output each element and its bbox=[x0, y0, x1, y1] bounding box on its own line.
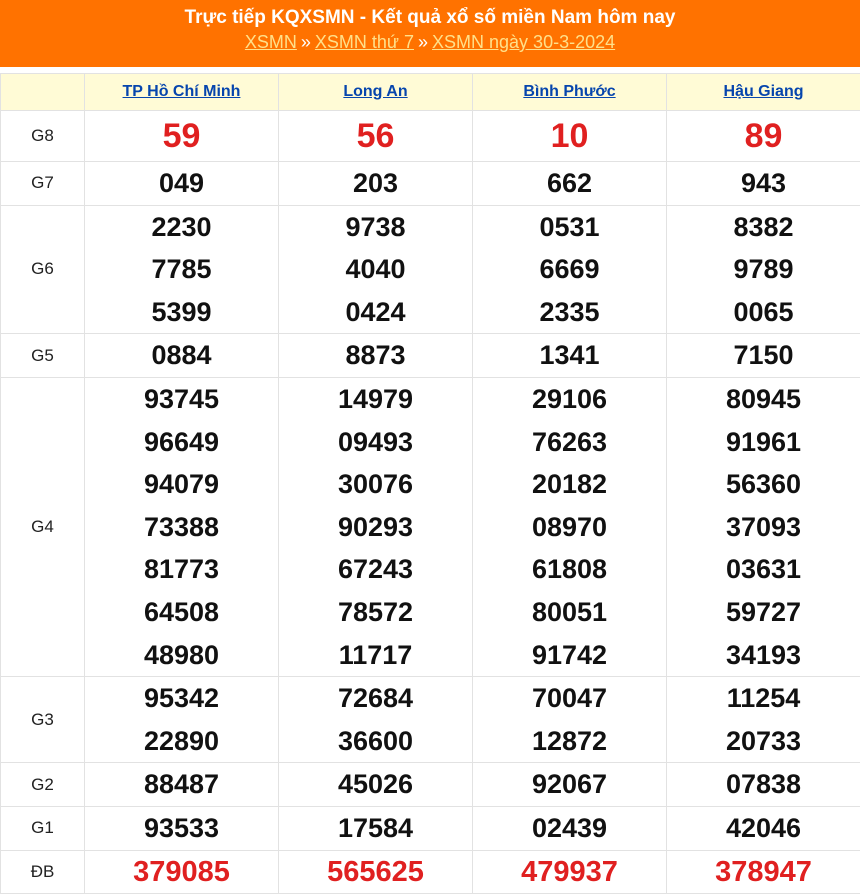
result-number: 95342 bbox=[85, 677, 278, 720]
result-number: 20733 bbox=[667, 720, 860, 763]
result-cell bbox=[667, 162, 860, 206]
result-number: 7785 bbox=[85, 248, 278, 291]
result-cell bbox=[85, 162, 279, 206]
province-link-binh-phuoc[interactable]: Bình Phước bbox=[523, 83, 615, 100]
result-number: 22890 bbox=[85, 720, 278, 763]
result-number: 662 bbox=[473, 162, 666, 205]
result-number: 14979 bbox=[279, 378, 472, 421]
result-number: 378947 bbox=[667, 851, 860, 893]
prize-label: G6 bbox=[1, 205, 85, 334]
province-header bbox=[667, 74, 860, 111]
result-number: 03631 bbox=[667, 548, 860, 591]
result-cell bbox=[279, 334, 473, 378]
result-cell bbox=[85, 377, 279, 676]
result-number: 48980 bbox=[85, 634, 278, 677]
result-number: 8873 bbox=[279, 334, 472, 377]
result-number: 9789 bbox=[667, 248, 860, 291]
result-number: 6669 bbox=[473, 248, 666, 291]
result-number: 2230 bbox=[85, 206, 278, 249]
result-number: 30076 bbox=[279, 463, 472, 506]
result-cell bbox=[473, 677, 667, 763]
result-cell bbox=[279, 806, 473, 850]
result-number: 8382 bbox=[667, 206, 860, 249]
result-cell bbox=[279, 677, 473, 763]
result-cell bbox=[85, 111, 279, 162]
result-number: 12872 bbox=[473, 720, 666, 763]
result-cell bbox=[667, 763, 860, 807]
result-number: 7150 bbox=[667, 334, 860, 377]
result-number: 92067 bbox=[473, 763, 666, 806]
result-number: 08970 bbox=[473, 506, 666, 549]
province-header bbox=[473, 74, 667, 111]
result-number: 80945 bbox=[667, 378, 860, 421]
prize-row bbox=[1, 677, 860, 763]
result-cell bbox=[667, 111, 860, 162]
result-number: 93745 bbox=[85, 378, 278, 421]
result-cell bbox=[279, 850, 473, 893]
prize-row bbox=[1, 377, 860, 676]
result-cell bbox=[279, 205, 473, 334]
prize-row bbox=[1, 162, 860, 206]
result-number: 96649 bbox=[85, 421, 278, 464]
result-cell bbox=[85, 806, 279, 850]
prize-row bbox=[1, 205, 860, 334]
result-cell bbox=[85, 205, 279, 334]
result-number: 73388 bbox=[85, 506, 278, 549]
prize-row bbox=[1, 111, 860, 162]
province-header-row bbox=[1, 74, 860, 111]
result-number: 0531 bbox=[473, 206, 666, 249]
result-number: 4040 bbox=[279, 248, 472, 291]
result-number: 11717 bbox=[279, 634, 472, 677]
result-number: 72684 bbox=[279, 677, 472, 720]
result-cell bbox=[667, 334, 860, 378]
result-cell bbox=[473, 763, 667, 807]
prize-row bbox=[1, 850, 860, 893]
result-number: 049 bbox=[85, 162, 278, 205]
result-number: 67243 bbox=[279, 548, 472, 591]
result-number: 70047 bbox=[473, 677, 666, 720]
result-number: 479937 bbox=[473, 851, 666, 893]
prize-label: G4 bbox=[1, 377, 85, 676]
prize-label: G3 bbox=[1, 677, 85, 763]
result-number: 59 bbox=[85, 111, 278, 161]
result-number: 2335 bbox=[473, 291, 666, 334]
prize-row bbox=[1, 334, 860, 378]
result-cell bbox=[85, 850, 279, 893]
result-number: 203 bbox=[279, 162, 472, 205]
result-number: 91961 bbox=[667, 421, 860, 464]
prize-label: G7 bbox=[1, 162, 85, 206]
result-number: 20182 bbox=[473, 463, 666, 506]
prize-label: G8 bbox=[1, 111, 85, 162]
result-number: 0065 bbox=[667, 291, 860, 334]
result-number: 36600 bbox=[279, 720, 472, 763]
result-number: 37093 bbox=[667, 506, 860, 549]
result-number: 9738 bbox=[279, 206, 472, 249]
breadcrumb-link-xsmn-thu7[interactable]: XSMN thứ 7 bbox=[315, 32, 414, 52]
result-cell bbox=[279, 111, 473, 162]
result-number: 42046 bbox=[667, 807, 860, 850]
result-number: 17584 bbox=[279, 807, 472, 850]
result-number: 02439 bbox=[473, 807, 666, 850]
result-cell bbox=[279, 763, 473, 807]
result-number: 29106 bbox=[473, 378, 666, 421]
province-header bbox=[85, 74, 279, 111]
result-number: 07838 bbox=[667, 763, 860, 806]
breadcrumb-separator: » bbox=[418, 32, 428, 52]
result-cell bbox=[667, 377, 860, 676]
result-number: 5399 bbox=[85, 291, 278, 334]
result-number: 943 bbox=[667, 162, 860, 205]
breadcrumb-link-xsmn-date[interactable]: XSMN ngày 30-3-2024 bbox=[432, 32, 615, 52]
result-number: 59727 bbox=[667, 591, 860, 634]
result-number: 91742 bbox=[473, 634, 666, 677]
result-number: 34193 bbox=[667, 634, 860, 677]
result-cell bbox=[667, 850, 860, 893]
prize-label: G2 bbox=[1, 763, 85, 807]
prize-label: G1 bbox=[1, 806, 85, 850]
result-cell bbox=[473, 162, 667, 206]
breadcrumb-separator: » bbox=[301, 32, 311, 52]
result-number: 10 bbox=[473, 111, 666, 161]
result-number: 11254 bbox=[667, 677, 860, 720]
result-number: 81773 bbox=[85, 548, 278, 591]
result-cell bbox=[85, 763, 279, 807]
province-link-long-an[interactable]: Long An bbox=[343, 83, 407, 100]
result-number: 61808 bbox=[473, 548, 666, 591]
breadcrumb-link-xsmn[interactable]: XSMN bbox=[245, 32, 297, 52]
result-number: 0884 bbox=[85, 334, 278, 377]
result-cell bbox=[473, 205, 667, 334]
result-cell bbox=[85, 334, 279, 378]
result-number: 76263 bbox=[473, 421, 666, 464]
result-number: 90293 bbox=[279, 506, 472, 549]
result-cell bbox=[279, 377, 473, 676]
result-number: 565625 bbox=[279, 851, 472, 893]
prize-header-cell bbox=[1, 74, 85, 111]
result-cell bbox=[279, 162, 473, 206]
page-title: Trực tiếp KQXSMN - Kết quả xổ số miền Nam hôm nay bbox=[0, 6, 860, 30]
result-cell bbox=[667, 205, 860, 334]
result-cell bbox=[667, 677, 860, 763]
result-number: 1341 bbox=[473, 334, 666, 377]
prize-label: G5 bbox=[1, 334, 85, 378]
province-link-hcm[interactable]: TP Hồ Chí Minh bbox=[123, 83, 241, 100]
results-table bbox=[0, 73, 860, 894]
result-number: 0424 bbox=[279, 291, 472, 334]
result-cell bbox=[473, 806, 667, 850]
result-number: 56 bbox=[279, 111, 472, 161]
result-cell bbox=[85, 677, 279, 763]
result-number: 93533 bbox=[85, 807, 278, 850]
result-number: 94079 bbox=[85, 463, 278, 506]
result-cell bbox=[473, 850, 667, 893]
result-cell bbox=[473, 377, 667, 676]
prize-row bbox=[1, 763, 860, 807]
province-header bbox=[279, 74, 473, 111]
prize-row bbox=[1, 806, 860, 850]
result-number: 80051 bbox=[473, 591, 666, 634]
result-number: 09493 bbox=[279, 421, 472, 464]
prize-label: ĐB bbox=[1, 850, 85, 893]
province-link-hau-giang[interactable]: Hậu Giang bbox=[723, 83, 803, 100]
result-number: 88487 bbox=[85, 763, 278, 806]
result-cell bbox=[667, 806, 860, 850]
result-number: 45026 bbox=[279, 763, 472, 806]
result-number: 89 bbox=[667, 111, 860, 161]
result-number: 64508 bbox=[85, 591, 278, 634]
result-number: 56360 bbox=[667, 463, 860, 506]
result-number: 379085 bbox=[85, 851, 278, 893]
result-cell bbox=[473, 334, 667, 378]
page-header bbox=[0, 0, 860, 67]
breadcrumb bbox=[0, 30, 860, 54]
result-cell bbox=[473, 111, 667, 162]
result-number: 78572 bbox=[279, 591, 472, 634]
